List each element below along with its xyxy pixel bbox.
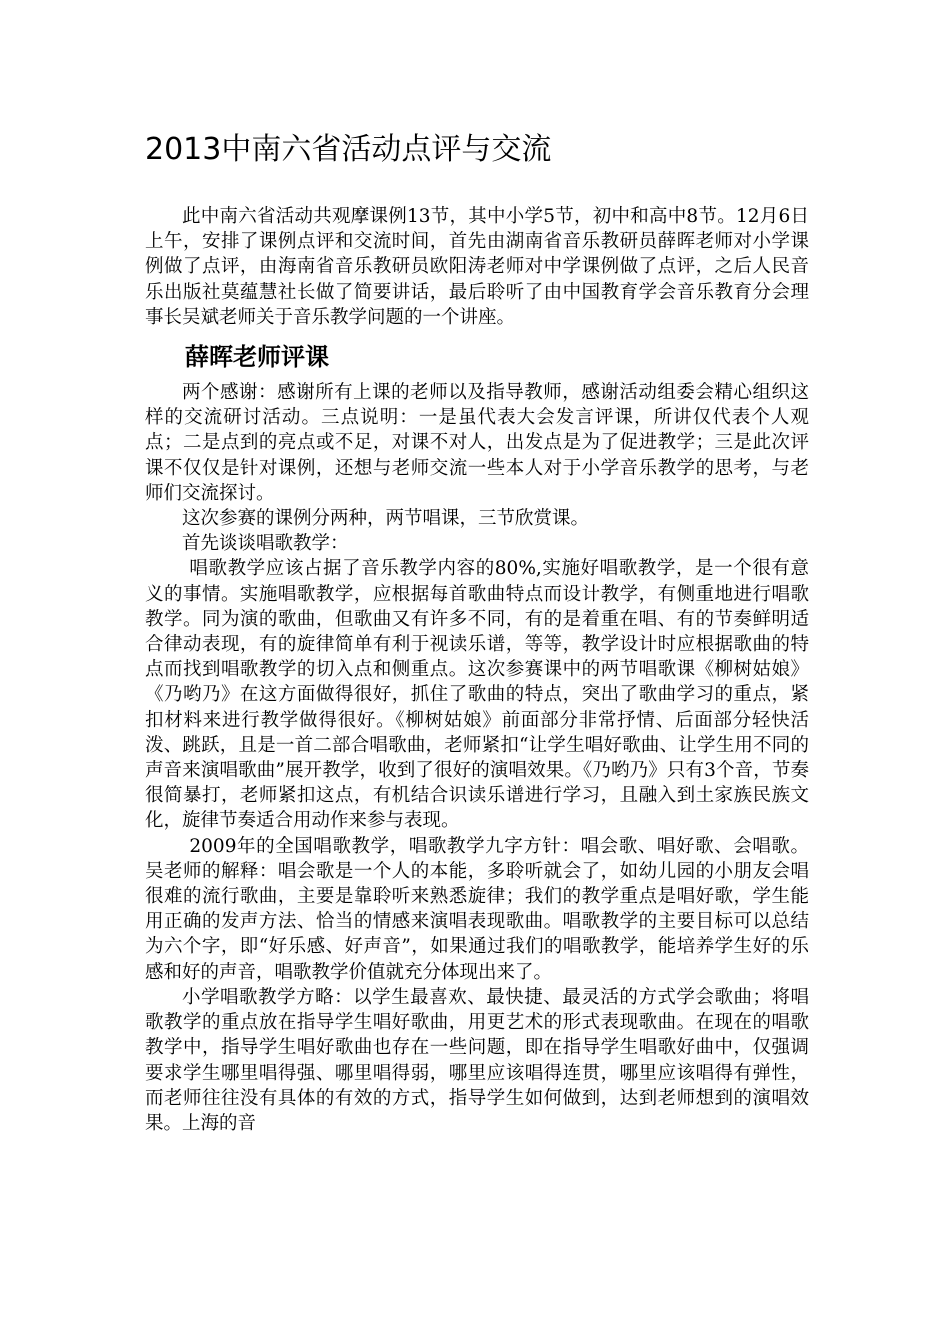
body-paragraph-2009-guideline: 2009年的全国唱歌教学，唱歌教学九字方针：唱会歌、唱好歌、会唱歌。吴老师的解释：唱会歌是一个人的本能，多聆听就会了，如幼儿园的小朋友会唱很难的流行歌曲，主要是靠聆听来熟悉旋律；我们的教学重点是唱好歌，学生能用正确的发声方法、恰当的情感来演唱表现歌曲。唱歌教学的主要目标可以总结为六个字，即“好乐感、好声音”，如果通过我们的唱歌教学，能培养学生好的乐感和好的声音，唱歌教学价值就充分体现出来了。 [145, 835, 809, 983]
body-paragraph-strategy: 小学唱歌教学方略：以学生最喜欢、最快捷、最灵活的方式学会歌曲；将唱歌教学的重点放在指导学生唱好歌曲，用更艺术的形式表现歌曲。在现在的唱歌教学中，指导学生唱好歌曲也存在一些问题，即在指导学生唱歌好曲中，仅强调要求学生哪里唱得强、哪里唱得弱，哪里应该唱得连贯，哪里应该唱得有弹性，而老师往往没有具体的有效的方式，指导学生如何做到，达到老师想到的演唱效果。上海的音 [145, 986, 809, 1134]
intro-paragraph: 此中南六省活动共观摩课例13节，其中小学5节，初中和高中8节。12月6日上午，安排了课例点评和交流时间，首先由湖南省音乐教研员薛晖老师对小学课例做了点评，由海南省音乐教研员欧阳涛老师对中学课例做了点评，之后人民音乐出版社莫蕴慧社长做了简要讲话，最后聆听了由中国教育学会音乐教育分会理事长吴斌老师关于音乐教学问题的一个讲座。 [145, 206, 809, 328]
document-title: 2013中南六省活动点评与交流 [145, 132, 552, 167]
body-paragraph-singing-teaching: 唱歌教学应该占据了音乐教学内容的80%,实施好唱歌教学，是一个很有意义的事情。实施唱歌教学，应根据每首歌曲特点而设计教学，有侧重地进行唱歌教学。同为演的歌曲，但歌曲又有许多不同，有的是着重在唱、有的节奏鲜明适合律动表现，有的旋律简单有利于视读乐谱，等等，教学设计时应根据歌曲的特点而找到唱歌教学的切入点和侧重点。这次参赛课中的两节唱歌课《柳树姑娘》《乃哟乃》在这方面做得很好，抓住了歌曲的特点，突出了歌曲学习的重点，紧扣材料来进行教学做得很好。《柳树姑娘》前面部分非常抒情、后面部分轻快活泼、跳跃，且是一首二部合唱歌曲，老师紧扣“让学生唱好歌曲、让学生用不同的声音来演唱歌曲”展开教学，收到了很好的演唱效果。《乃哟乃》只有3个音，节奏很简暴打，老师紧扣这点，有机结合识读乐谱进行学习，且融入到土家族民族文化，旋律节奏适合用动作来参与表现。 [145, 558, 809, 832]
body-paragraph-singing-intro: 首先谈谈唱歌教学： [182, 533, 349, 555]
body-paragraph-lesson-types: 这次参赛的课例分两种，两节唱课，三节欣赏课。 [182, 508, 590, 530]
document-page [145, 128, 809, 1136]
section-heading: 薛晖老师评课 [185, 343, 329, 372]
body-paragraph-thanks: 两个感谢：感谢所有上课的老师以及指导教师，感谢活动组委会精心组织这样的交流研讨活动。三点说明：一是虽代表大会发言评课，所讲仅代表个人观点；二是点到的亮点或不足，对课不对人，出发点是为了促进教学；三是此次评课不仅仅是针对课例，还想与老师交流一些本人对于小学音乐教学的思考，与老师们交流探讨。 [145, 382, 809, 504]
